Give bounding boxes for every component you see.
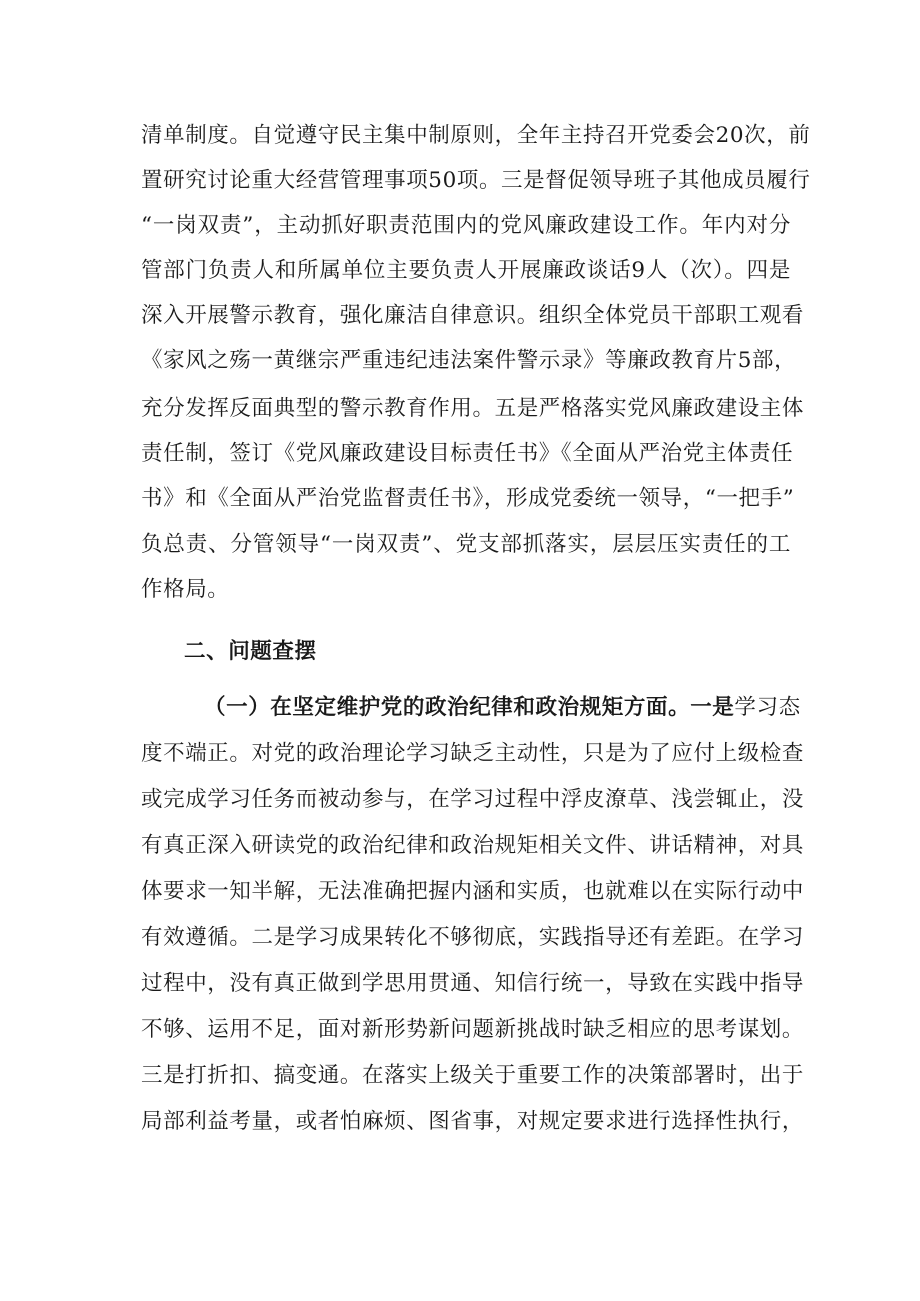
- section-heading: 二、问题查摆: [184, 639, 317, 664]
- paragraph-line: 清单制度。自觉遵守民主集中制原则，全年主持召开党委会20次，前: [141, 123, 811, 148]
- paragraph-line: “一岗双责”，主动抓好职责范围内的党风廉政建设工作。年内对分: [141, 213, 791, 238]
- paragraph-line: 过程中，没有真正做到学思用贯通、知信行统一，导致在实践中指导: [141, 971, 805, 996]
- paragraph-line: 深入开展警示教育，强化廉洁自律意识。组织全体党员干部职工观看: [141, 303, 805, 328]
- paragraph-line: 充分发挥反面典型的警示教育作用。五是严格落实党风廉政建设主体: [141, 396, 805, 421]
- subsection-tail: 学习态: [734, 695, 801, 720]
- paragraph-line: 作格局。: [141, 577, 230, 602]
- paragraph-line: 或完成学习任务而被动参与，在学习过程中浮皮潦草、浅尝辄止，没: [141, 787, 805, 812]
- paragraph-line: 度不端正。对党的政治理论学习缺乏主动性，只是为了应付上级检查: [141, 741, 805, 766]
- paragraph-line: 有效遵循。二是学习成果转化不够彻底，实践指导还有差距。在学习: [141, 925, 805, 950]
- paragraph-line: 体要求一知半解，无法准确把握内涵和实质，也就难以在实际行动中: [141, 879, 805, 904]
- paragraph-line: 有真正深入研读党的政治纪律和政治规矩相关文件、讲话精神，对具: [141, 833, 805, 858]
- paragraph-line: 局部利益考量，或者怕麻烦、图省事，对规定要求进行选择性执行，: [141, 1109, 805, 1134]
- paragraph-line: 三是打折扣、搞变通。在落实上级关于重要工作的决策部署时，出于: [141, 1063, 805, 1088]
- paragraph-line: 管部门负责人和所属单位主要负责人开展廉政谈话9人（次）。四是: [141, 258, 791, 283]
- paragraph-line: 不够、运用不足，面对新形势新问题新挑战时缺乏相应的思考谋划。: [141, 1017, 805, 1042]
- paragraph-line: 《家风之殇一黄继宗严重违纪违法案件警示录》等廉政教育片5部，: [141, 348, 797, 373]
- subsection-heading-line: [204, 690, 801, 726]
- paragraph-line: 置研究讨论重大经营管理事项50项。三是督促领导班子其他成员履行: [141, 168, 811, 193]
- paragraph-line: 书》和《全面从严治党监督责任书》，形成党委统一领导，“一把手”: [141, 486, 795, 511]
- paragraph-line: 负总责、分管领导“一岗双责”、党支部抓落实，层层压实责任的工: [141, 532, 791, 557]
- subsection-heading: （一）在坚定维护党的政治纪律和政治规矩方面。一是: [204, 695, 735, 720]
- paragraph-line: 责任制，签订《党风廉政建设目标责任书》《全面从严治党主体责任: [141, 441, 794, 466]
